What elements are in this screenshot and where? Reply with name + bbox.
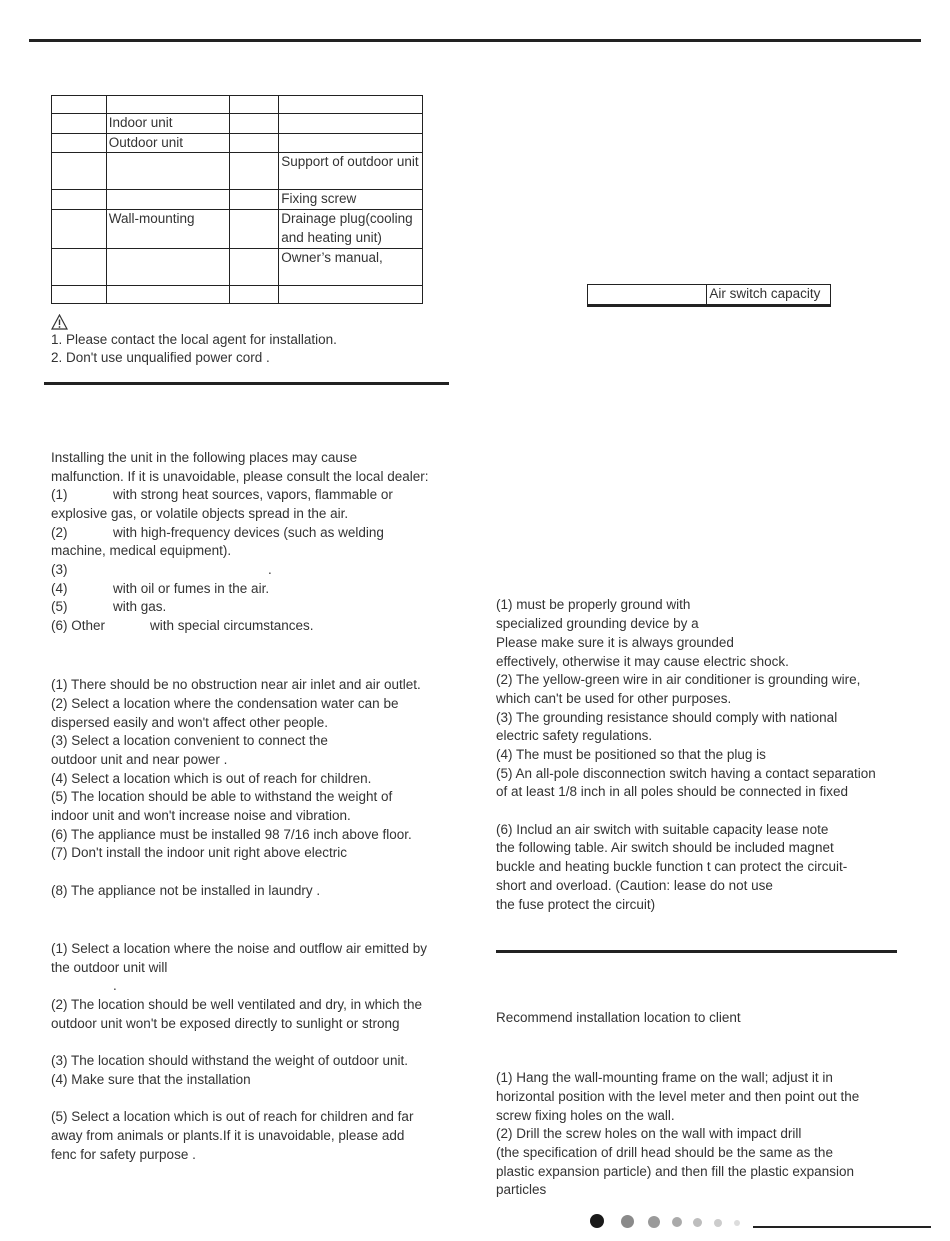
- footer-rule: [753, 1226, 931, 1228]
- avoid-text: with special circumstances.: [150, 618, 314, 633]
- indoor-req-line: (7) Don't install the indoor unit right above electric: [51, 845, 347, 860]
- electric-req-line: the following table. Air switch should be included magnet: [496, 840, 834, 855]
- avoid-text: explosive gas, or volatile objects spread in the air.: [51, 506, 349, 521]
- table-cell: [230, 96, 279, 114]
- outdoor-req-line: the outdoor unit will: [51, 960, 168, 975]
- table-cell: [230, 190, 279, 210]
- table-cell: [52, 114, 107, 134]
- table-cell: [588, 305, 707, 306]
- electric-req-line: effectively, otherwise it may cause electric shock.: [496, 654, 789, 669]
- avoid-num: (6) Other: [51, 618, 106, 633]
- outdoor-req-line: (4) Make sure that the installation: [51, 1072, 251, 1087]
- table-row: [52, 153, 423, 190]
- indoor-req-line: (8) The appliance not be installed in laundry .: [51, 883, 321, 898]
- electric-req-line: (2) The yellow-green wire in air conditioner is grounding wire,: [496, 672, 861, 687]
- recommend-location: Recommend installation location to client: [496, 1010, 741, 1025]
- intro-line-2: malfunction. If it is unavoidable, please consult the local dealer:: [51, 469, 429, 484]
- table-cell: [230, 133, 279, 153]
- avoid-text: with high-frequency devices (such as welding: [113, 525, 384, 540]
- page-dot-icon: [693, 1218, 702, 1227]
- avoid-text: .: [268, 562, 272, 577]
- table-cell: [588, 285, 707, 305]
- table-cell: Fixing screw: [279, 190, 423, 210]
- section-rule-left: [44, 382, 449, 385]
- indoor-req-line: (4) Select a location which is out of reach for children.: [51, 771, 372, 786]
- table-cell: [279, 133, 423, 153]
- table-cell: Owner’s manual,: [279, 248, 423, 285]
- top-rule: [29, 39, 921, 42]
- indoor-req-line: outdoor unit and near power .: [51, 752, 228, 767]
- indoor-req-line: (2) Select a location where the condensation water can be: [51, 696, 399, 711]
- table-cell: [230, 153, 279, 190]
- outdoor-req-line: (1) Select a location where the noise and outflow air emitted by: [51, 941, 427, 956]
- table-cell: [52, 190, 107, 210]
- electric-req-line: (1) must be properly ground with: [496, 597, 691, 612]
- table-cell: [106, 285, 230, 303]
- table-cell: [106, 153, 230, 190]
- avoid-text: with strong heat sources, vapors, flammable or: [113, 487, 393, 502]
- indoor-req-line: indoor unit and won't increase noise and vibration.: [51, 808, 351, 823]
- avoid-text: with gas.: [113, 599, 167, 614]
- electric-req-line: which can't be used for other purposes.: [496, 691, 732, 706]
- install-step-line: particles: [496, 1182, 547, 1197]
- table-cell: [106, 248, 230, 285]
- electric-req-line: (5) An all-pole disconnection switch having a contact separation: [496, 766, 876, 781]
- page-dot-icon: [734, 1220, 740, 1226]
- table-cell: [106, 96, 230, 114]
- indoor-req-line: (5) The location should be able to withstand the weight of: [51, 789, 393, 804]
- electric-req-line: the fuse protect the circuit): [496, 897, 656, 912]
- table-row: [52, 210, 423, 248]
- table-cell: [279, 285, 423, 303]
- electric-req-line: (6) Includ an air switch with suitable capacity lease note: [496, 822, 829, 837]
- table-cell: Indoor unit: [106, 114, 230, 134]
- electric-req-line: (4) The must be positioned so that the plug is: [496, 747, 766, 762]
- install-step-line: horizontal position with the level meter and then point out the: [496, 1089, 860, 1104]
- avoid-num: (1): [51, 487, 68, 502]
- electric-req-line: short and overload. (Caution: lease do not use: [496, 878, 773, 893]
- table-cell: [279, 96, 423, 114]
- install-step-line: screw fixing holes on the wall.: [496, 1108, 675, 1123]
- table-cell: [52, 96, 107, 114]
- table-cell: [52, 285, 107, 303]
- table-header-cell: Air switch capacity: [707, 285, 831, 305]
- electric-req-line: electric safety regulations.: [496, 728, 653, 743]
- avoid-num: (4): [51, 581, 68, 596]
- table-cell: [52, 210, 107, 248]
- avoid-text: with oil or fumes in the air.: [113, 581, 270, 596]
- install-step-line: (1) Hang the wall-mounting frame on the wall; adjust it in: [496, 1070, 833, 1085]
- indoor-req-line: (6) The appliance must be installed 98 7/16 inch above floor.: [51, 827, 412, 842]
- page-dot-icon: [621, 1215, 634, 1228]
- electric-req-line: Please make sure it is always grounded: [496, 635, 734, 650]
- install-step-line: (2) Drill the screw holes on the wall with impact drill: [496, 1126, 802, 1141]
- install-step-line: (the specification of drill head should be the same as the: [496, 1145, 833, 1160]
- warning-note-2: 2. Don't use unqualified power cord .: [51, 350, 270, 365]
- indoor-req-line: (3) Select a location convenient to connect the: [51, 733, 328, 748]
- outdoor-req-line: outdoor unit won't be exposed directly to sunlight or strong: [51, 1016, 400, 1031]
- table-row: [52, 133, 423, 153]
- air-switch-table: [587, 284, 831, 307]
- page-dot-icon: [648, 1216, 660, 1228]
- table-cell: [52, 133, 107, 153]
- table-row: [52, 248, 423, 285]
- avoid-num: (3): [51, 562, 68, 577]
- outdoor-req-line: away from animals or plants.If it is unavoidable, please add: [51, 1128, 405, 1143]
- table-row: [52, 114, 423, 134]
- electric-req-line: (3) The grounding resistance should comply with national: [496, 710, 838, 725]
- table-cell: [230, 114, 279, 134]
- table-cell: [230, 210, 279, 248]
- intro-line-1: Installing the unit in the following places may cause: [51, 450, 358, 465]
- avoid-num: (2): [51, 525, 68, 540]
- warning-icon: [51, 314, 68, 330]
- table-row: [52, 190, 423, 210]
- outdoor-req-line: (3) The location should withstand the weight of outdoor unit.: [51, 1053, 408, 1068]
- table-cell: [230, 248, 279, 285]
- avoid-text: machine, medical equipment).: [51, 543, 232, 558]
- table-cell: Support of outdoor unit: [279, 153, 423, 190]
- warning-note-1: 1. Please contact the local agent for installation.: [51, 332, 337, 347]
- electric-req-line: buckle and heating buckle function t can protect the circuit-: [496, 859, 848, 874]
- table-row: [52, 285, 423, 303]
- table-row: [52, 96, 423, 114]
- outdoor-req-line: fenc for safety purpose .: [51, 1147, 196, 1162]
- table-cell: Drainage plug(cooling and heating unit): [279, 210, 423, 248]
- install-step-line: plastic expansion particle) and then fill the plastic expansion: [496, 1164, 854, 1179]
- page-dot-icon: [672, 1217, 682, 1227]
- table-cell: [279, 114, 423, 134]
- table-cell: Outdoor unit: [106, 133, 230, 153]
- indoor-req-line: (1) There should be no obstruction near air inlet and air outlet.: [51, 677, 421, 692]
- table-cell: [106, 190, 230, 210]
- table-cell: [230, 285, 279, 303]
- avoid-num: (5): [51, 599, 68, 614]
- table-row: [588, 305, 831, 306]
- outdoor-req-line: .: [113, 978, 117, 993]
- outdoor-req-line: (2) The location should be well ventilated and dry, in which the: [51, 997, 422, 1012]
- electric-req-line: of at least 1/8 inch in all poles should be connected in fixed: [496, 784, 848, 799]
- table-row: [588, 285, 831, 305]
- table-cell: [52, 153, 107, 190]
- page-dot-icon: [590, 1214, 604, 1228]
- page-dot-icon: [714, 1219, 722, 1227]
- table-cell: [707, 305, 831, 306]
- indoor-req-line: dispersed easily and won't affect other people.: [51, 715, 329, 730]
- table-cell: Wall-mounting: [106, 210, 230, 248]
- electric-req-line: specialized grounding device by a: [496, 616, 699, 631]
- section-rule-right: [496, 950, 897, 953]
- accessories-table: [51, 95, 423, 304]
- outdoor-req-line: (5) Select a location which is out of reach for children and far: [51, 1109, 414, 1124]
- table-cell: [52, 248, 107, 285]
